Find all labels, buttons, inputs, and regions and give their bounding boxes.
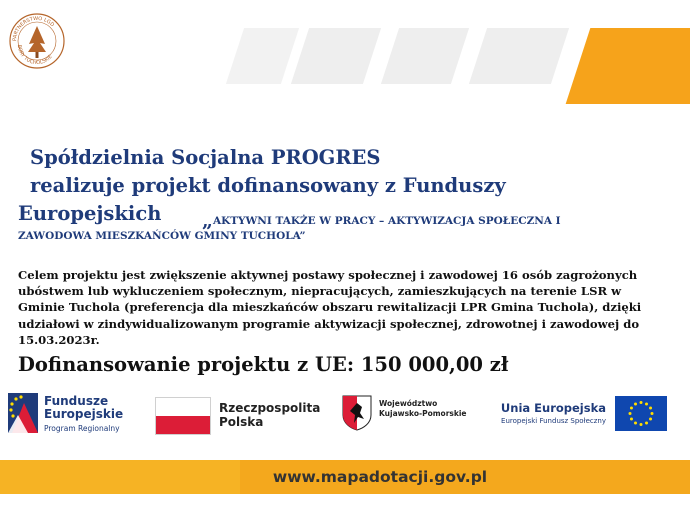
woj-line: Województwo (379, 399, 438, 408)
footer-url: www.mapadotacji.gov.pl (272, 468, 488, 486)
rzeczpospolita-label (219, 401, 320, 429)
eu-star (649, 407, 652, 410)
decor-stripe (469, 28, 569, 84)
headline-line: Spółdzielnia Socjalna PROGRES (30, 146, 381, 169)
eu-star (645, 422, 648, 425)
eu-star (629, 412, 632, 415)
project-name-line: AKTYWNI TAKŻE W PRACY – AKTYWIZACJA SPOŁECZNA I (212, 215, 561, 227)
project-description (18, 267, 678, 348)
project-name-line: ZAWODOWA MIESZKAŃCÓW GMINY TUCHOLA” (18, 230, 306, 242)
eu-star (630, 407, 633, 410)
unia-europejska-label (484, 401, 606, 425)
decor-stripe (381, 28, 469, 84)
rp-line: Polska (219, 415, 264, 429)
lgd-tree-emblem-icon (8, 12, 66, 70)
project-name (202, 210, 561, 232)
svg-text:BORY TUCHOLSKIE: BORY TUCHOLSKIE (15, 44, 54, 67)
wojewodztwo-label (379, 399, 467, 419)
eu-star (634, 422, 637, 425)
decor-stripe-orange (566, 28, 690, 104)
ue-line: Unia Europejska (500, 401, 606, 415)
eu-star (630, 418, 633, 421)
kujawsko-pomorskie-coat-icon (342, 395, 372, 431)
headline-line: Europejskich (18, 202, 162, 225)
fundusze-europejskie-star-icon (8, 393, 38, 433)
description-line: Gminie Tuchola (preferencja dla mieszkańców obszaru rewitalizacji LPR Gmina Tuchola), dzięki (18, 300, 642, 315)
fe-program: Program Regionalny (44, 424, 120, 433)
eu-star (649, 418, 652, 421)
eu-star (640, 423, 643, 426)
funding-amount: Dofinansowanie projektu z UE: 150 000,00 zł (18, 353, 509, 376)
description-line: udziałowi w zindywidualizowanym programie aktywizacji społecznej, zdrowotnej i zawodowej do (18, 316, 640, 331)
poland-flag-icon (155, 397, 211, 435)
rp-line: Rzeczpospolita (219, 401, 321, 415)
eu-star (640, 401, 643, 404)
logo-strip (0, 385, 690, 447)
description-line: Celem projektu jest zwiększenie aktywnej postawy społecznej i zawodowej 16 osób zagrożonych (18, 268, 638, 282)
description-line: 15.03.2023r. (18, 332, 100, 347)
description-line: ubóstwem lub wykluczeniem społecznym, niepracujących, zamieszkujących na terenie LSR w (18, 284, 622, 299)
fe-line: Europejskie (44, 407, 124, 421)
svg-text:PARTNERSTWO LGD: PARTNERSTWO LGD (11, 15, 56, 42)
eu-flag-icon (615, 396, 667, 431)
eu-star (634, 402, 637, 405)
decor-stripe (291, 28, 381, 84)
eu-star (651, 412, 654, 415)
woj-line: Kujawsko-Pomorskie (379, 409, 467, 418)
fe-line: Fundusze (44, 394, 109, 408)
fundusze-europejskie-label (44, 395, 123, 433)
headline (30, 144, 506, 200)
headline-line: realizuje projekt dofinansowany z Funduszy (30, 174, 506, 197)
opening-quote: „ (202, 210, 213, 232)
decor-stripe (226, 28, 299, 84)
eu-star (645, 402, 648, 405)
ue-line: Europejski Fundusz Społeczny (501, 417, 606, 425)
